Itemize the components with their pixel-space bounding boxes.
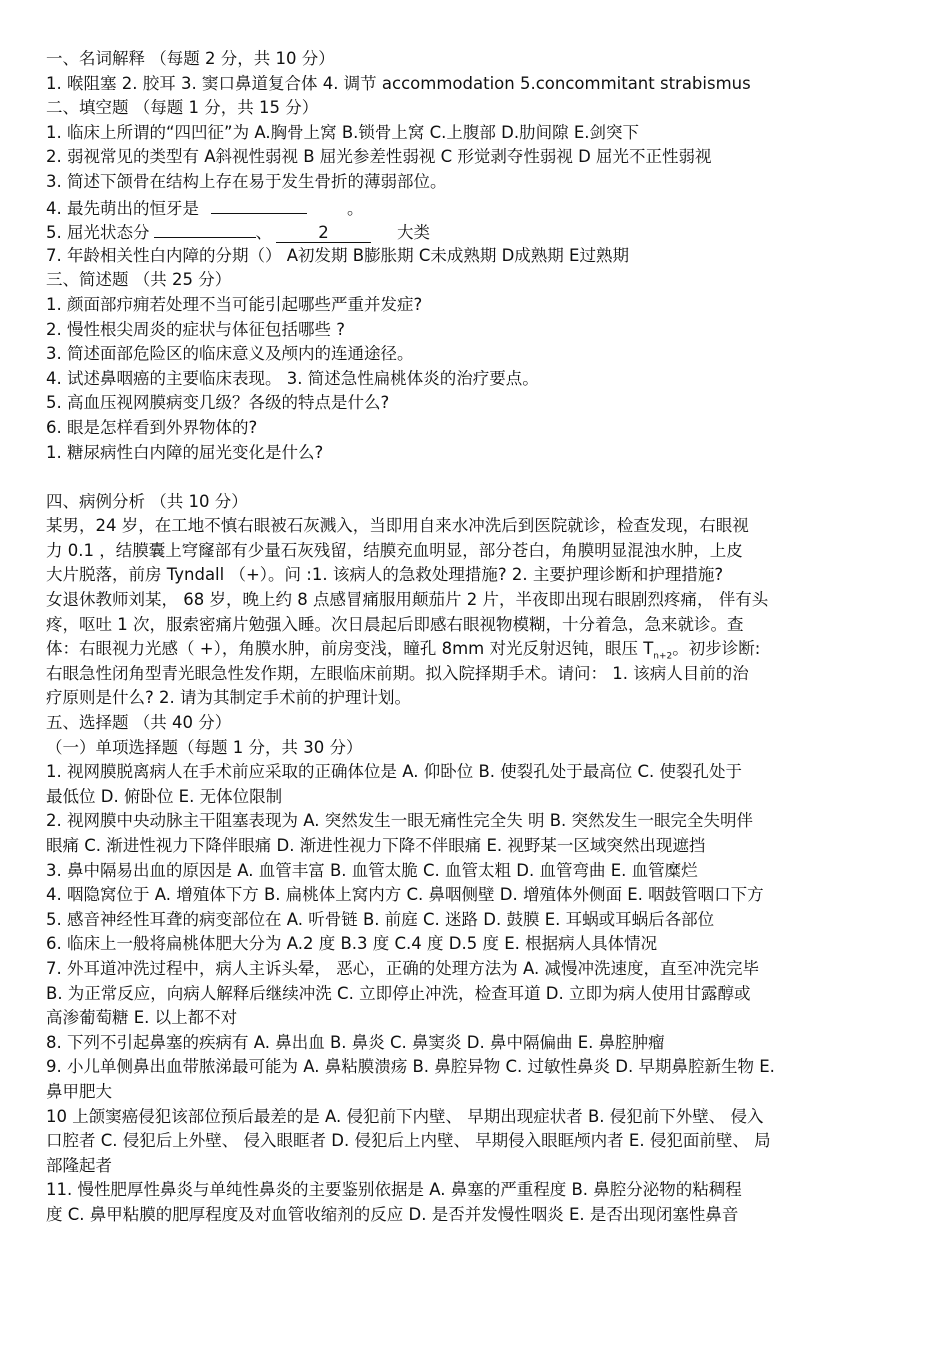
case-line-end: 。初步诊断: — [672, 639, 761, 659]
fill-question-1: 1. 临床上所谓的“四凹征”为 A.胸骨上窝 B.锁骨上窝 C.上腹部 D.肋间隙 E.剑突下 — [46, 122, 640, 142]
choice-question-4: 4. 咽隐窝位于 A. 增殖体下方 B. 扁桃体上窝内方 C. 鼻咽侧壁 D. 增殖体外侧面 E. 咽鼓管咽口下方 — [46, 885, 764, 905]
section-title-short: 三、简述题 （共 25 分） — [46, 270, 232, 290]
case-line: 女退休教师刘某， 68 岁，晚上约 8 点感冒痛服用颠茄片 2 片，半夜即出现右眼剧烈疼痛， 伴有头 — [46, 590, 769, 610]
choice-question-7-cont: 高渗葡萄糖 E. 以上都不对 — [46, 1008, 238, 1028]
terms-items: 1. 喉阻塞 2. 胶耳 3. 窦口鼻道复合体 4. 调节 accommodation 5.concommitant strabismus — [46, 73, 751, 93]
case-line: 力 0.1 ，结膜囊上穹窿部有少量石灰残留，结膜充血明显，部分苍白，角膜明显混浊水肿，上皮 — [46, 540, 743, 560]
case-line: 疼，呕吐 1 次，服索密痛片勉强入睡。次日晨起后即感右眼视物模糊，十分着急，急来就诊。查 — [46, 614, 744, 634]
choice-question-5: 5. 感音神经性耳聋的病变部位在 A. 听骨链 B. 前庭 C. 迷路 D. 鼓膜 E. 耳蜗或耳蜗后各部位 — [46, 909, 715, 929]
short-question-5: 5. 高血压视网膜病变几级？各级的特点是什么? — [46, 393, 390, 413]
choice-subtitle: （一）单项选择题（每题 1 分，共 30 分） — [46, 737, 363, 757]
section-title-terms: 一、名词解释 （每题 2 分，共 10 分） — [46, 49, 335, 68]
answer-blank-filled: 2 — [276, 224, 371, 243]
fill-question-3: 3. 简述下颌骨在结构上存在易于发生骨折的薄弱部位。 — [46, 171, 447, 191]
choice-question-6: 6. 临床上一般将扁桃体肥大分为 A.2 度 B.3 度 C.4 度 D.5 度 E. 根据病人具体情况 — [46, 934, 658, 954]
choice-question-1-cont: 最低位 D. 俯卧位 E. 无体位限制 — [46, 786, 283, 806]
short-question-2: 2. 慢性根尖周炎的症状与体征包括哪些 ? — [46, 319, 345, 339]
fill-question-4-end: 。 — [347, 198, 364, 218]
choice-question-11: 11. 慢性肥厚性鼻炎与单纯性鼻炎的主要鉴别依据是 A. 鼻塞的严重程度 B. 鼻腔分泌物的粘稠程 — [46, 1180, 742, 1200]
choice-question-10: 10 上颌窦癌侵犯该部位预后最差的是 A. 侵犯前下内壁、 早期出现症状者 B. 侵犯前下外壁、 侵入 — [46, 1106, 764, 1126]
pressure-subscript: n+2 — [653, 651, 673, 662]
choice-question-2-cont: 眼痛 C. 渐进性视力下降伴眼痛 D. 渐进性视力下降不伴眼痛 E. 视野某一区域突然出现遮挡 — [46, 836, 706, 855]
choice-question-10-cont: 口腔者 C. 侵犯后上外壁、 侵入眼眶者 D. 侵犯后上内壁、 早期侵入眼眶颅内者 E. 侵犯面前壁、 局 — [46, 1131, 771, 1151]
case-line: 右眼急性闭角型青光眼急性发作期，左眼临床前期。拟入院择期手术。请问： 1. 该病人目前的治 — [46, 663, 749, 683]
short-question-7: 1. 糖尿病性白内障的屈光变化是什么? — [46, 442, 324, 462]
fill-question-4 — [46, 195, 908, 220]
choice-question-2: 2. 视网膜中央动脉主干阻塞表现为 A. 突然发生一眼无痛性完全失 明 B. 突然发生一眼完全失明伴 — [46, 811, 754, 831]
section-title-cases: 四、病例分析 （共 10 分） — [46, 491, 248, 511]
section-title-choice: 五、选择题 （共 40 分） — [46, 713, 232, 733]
short-question-1: 1. 颜面部疖痈若处理不当可能引起哪些严重并发症? — [46, 294, 423, 314]
case-line: 大片脱落，前房 Tyndall （+）。问 :1. 该病人的急救处理措施? 2. 主要护理诊断和护理措施? — [46, 565, 724, 585]
answer-blank — [211, 195, 307, 214]
choice-question-9: 9. 小儿单侧鼻出血带脓涕最可能为 A. 鼻粘膜溃疡 B. 鼻腔异物 C. 过敏性鼻炎 D. 早期鼻腔新生物 E. — [46, 1057, 775, 1077]
fill-question-4-text: 4. 最先萌出的恒牙是 — [46, 198, 199, 218]
section-title-fill: 二、填空题 （每题 1 分，共 15 分） — [46, 98, 319, 118]
case-line-text: 体：右眼视力光感（ +），角膜水肿，前房变浅，瞳孔 8mm 对光反射迟钝，眼压 T — [46, 639, 654, 659]
exam-content — [46, 47, 908, 1228]
choice-question-10-cont: 部隆起者 — [46, 1155, 112, 1175]
choice-question-1: 1. 视网膜脱离病人在手术前应采取的正确体位是 A. 仰卧位 B. 使裂孔处于最高位 C. 使裂孔处于 — [46, 762, 743, 782]
fill-question-5-end: 大类 — [397, 223, 430, 243]
blank-line — [46, 465, 908, 490]
answer-blank — [154, 219, 256, 238]
fill-question-2: 2. 弱视常见的类型有 A斜视性弱视 B 屈光参差性弱视 C 形觉剥夺性弱视 D 屈光不正性弱视 — [46, 147, 712, 167]
case-line: 某男，24 岁，在工地不慎右眼被石灰溅入，当即用自来水冲洗后到医院就诊，检查发现，右眼视 — [46, 516, 749, 536]
choice-question-11-cont: 度 C. 鼻甲粘膜的肥厚程度及对血管收缩剂的反应 D. 是否并发慢性咽炎 E. 是否出现闭塞性鼻音 — [46, 1204, 739, 1224]
case-line: 疗原则是什么? 2. 请为其制定手术前的护理计划。 — [46, 688, 411, 708]
short-question-3: 3. 简述面部危险区的临床意义及颅内的连通途径。 — [46, 344, 414, 364]
short-question-6: 6. 眼是怎样看到外界物体的? — [46, 417, 258, 437]
fill-question-5-text: 5. 屈光状态分 — [46, 223, 150, 243]
choice-question-8: 8. 下列不引起鼻塞的疾病有 A. 鼻出血 B. 鼻炎 C. 鼻窦炎 D. 鼻中隔偏曲 E. 鼻腔肿瘤 — [46, 1032, 665, 1052]
case-line — [46, 637, 908, 662]
choice-question-7-cont: B. 为正常反应，向病人解释后继续冲洗 C. 立即停止冲洗，检查耳道 D. 立即为病人使用甘露醇或 — [46, 983, 751, 1003]
choice-question-7: 7. 外耳道冲洗过程中，病人主诉头晕， 恶心，正确的处理方法为 A. 减慢冲洗速度，直至冲洗完毕 — [46, 958, 759, 978]
fill-question-5-sep: 、 — [255, 223, 272, 243]
short-question-4: 4. 试述鼻咽癌的主要临床表现。 3. 简述急性扁桃体炎的治疗要点。 — [46, 368, 539, 388]
fill-question-7: 7. 年龄相关性白内障的分期（） A初发期 B膨胀期 C未成熟期 D成熟期 E过熟期 — [46, 245, 629, 265]
fill-question-5 — [46, 219, 908, 244]
choice-question-3: 3. 鼻中隔易出血的原因是 A. 血管丰富 B. 血管太脆 C. 血管太粗 D. 血管弯曲 E. 血管糜烂 — [46, 860, 698, 880]
choice-question-9-cont: 鼻甲肥大 — [46, 1081, 112, 1101]
